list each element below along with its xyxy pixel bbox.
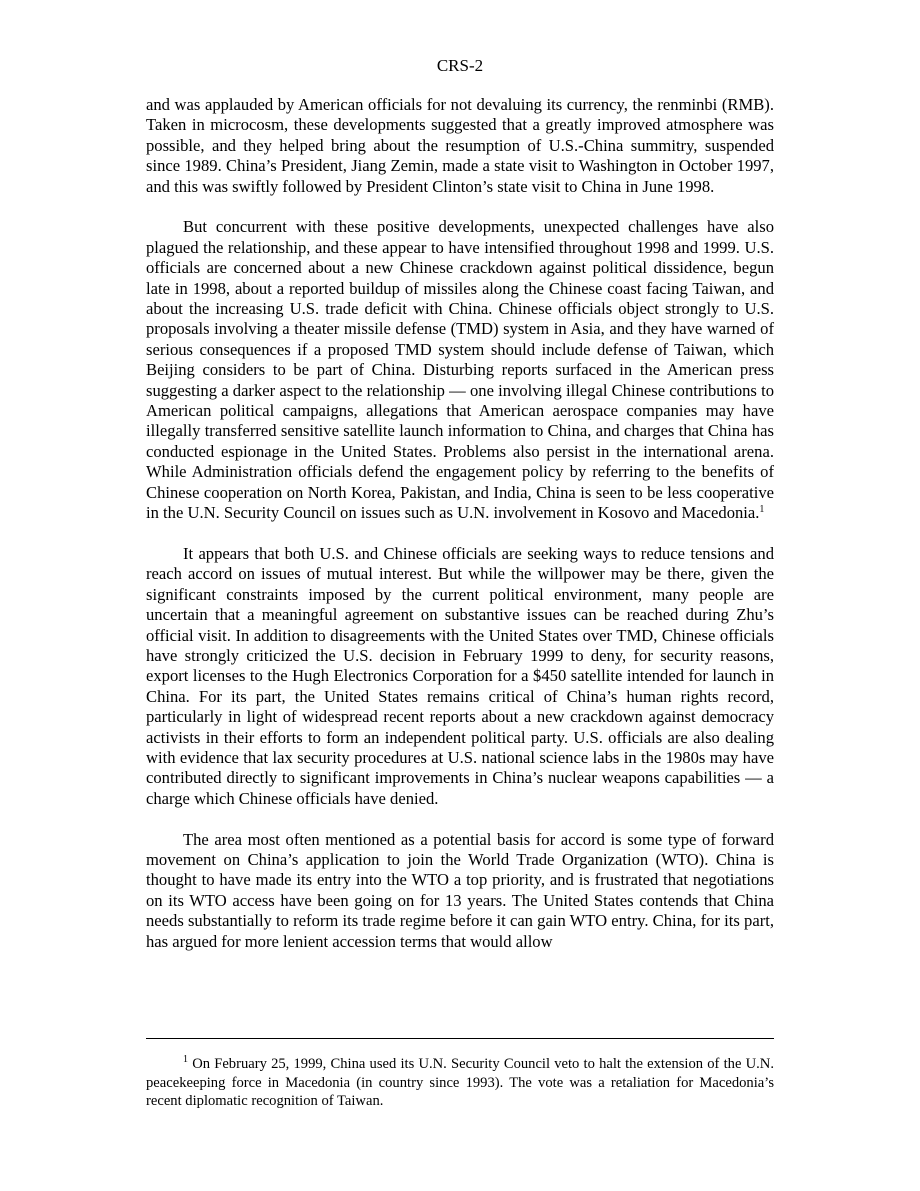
footnote-1-text: On February 25, 1999, China used its U.N. Security Council veto to halt the extension of the U.N. peacekeeping force in Macedonia (in country since 1993). The vote was a retaliation for Macedonia’s recent diplomatic recognition of Taiwan. <box>146 1056 774 1110</box>
body-paragraph-3: It appears that both U.S. and Chinese officials are seeking ways to reduce tensions and reach accord on issues of mutual interest. But while the willpower may be there, given the significant constraints imposed by the current political environment, many people are uncertain that a meaningful agreement on substantive issues can be reached during Zhu’s official visit. In addition to disagreements with the United States over TMD, Chinese officials have strongly criticized the U.S. decision in February 1999 to deny, for security reasons, export licenses to the Hugh Electronics Corporation for a $450 satellite intended for launch in China. For its part, the United States remains critical of China’s human rights record, particularly in light of widespread recent reports about a new crackdown against democracy activists in their efforts to form an independent political party. U.S. officials are also dealing with evidence that lax security procedures at U.S. national science labs in the 1980s may have contributed directly to significant improvements in China’s nuclear weapons capabilities — a charge which Chinese officials have denied. <box>146 543 774 808</box>
body-paragraph-2-text: But concurrent with these positive developments, unexpected challenges have also plagued the relationship, and these appear to have intensified throughout 1998 and 1999. U.S. officials are concerned about a new Chinese crackdown against political dissidence, begun late in 1998, about a reported buildup of missiles along the Chinese coast facing Taiwan, and about the increasing U.S. trade deficit with China. Chinese officials object strongly to U.S. proposals involving a theater missile defense (TMD) system in Asia, and they have warned of serious consequences if a proposed TMD system should include defense of Taiwan, which Beijing considers to be part of China. Disturbing reports surfaced in the American press suggesting a darker aspect to the relationship — one involving illegal Chinese contributions to American political campaigns, allegations that American aerospace companies may have illegally transferred sensitive satellite launch information to China, and charges that China has conducted espionage in the United States. Problems also persist in the international arena. While Administration officials defend the engagement policy by referring to the benefits of Chinese cooperation on North Korea, Pakistan, and India, China is seen to be less cooperative in the U.N. Security Council on issues such as U.N. involvement in Kosovo and Macedonia. <box>146 217 774 523</box>
footnotes-section <box>146 1055 774 1111</box>
footnote-marker: 1 <box>183 1054 188 1065</box>
footnote-1 <box>146 1055 774 1111</box>
body-paragraph-1: and was applauded by American officials for not devaluing its currency, the renminbi (RMB). Taken in microcosm, these developments suggested that a greatly improved atmosphere was possible, and they helped bring about the resumption of U.S.-China summitry, suspended since 1989. China’s President, Jiang Zemin, made a state visit to Washington in October 1997, and this was swiftly followed by President Clinton’s state visit to China in June 1998. <box>146 95 774 196</box>
footnote-separator <box>146 1038 774 1039</box>
document-body <box>146 95 774 952</box>
page-number-header: CRS-2 <box>436 56 484 75</box>
body-paragraph-4: The area most often mentioned as a potential basis for accord is some type of forward movement on China’s application to join the World Trade Organization (WTO). China is thought to have made its entry into the WTO a top priority, and is frustrated that negotiations on its WTO access have been going on for 13 years. The United States contends that China needs substantially to reform its trade regime before it can gain WTO entry. China, for its part, has argued for more lenient accession terms that would allow <box>146 829 774 951</box>
footnote-reference-1[interactable]: 1 <box>759 504 765 516</box>
body-paragraph-2 <box>146 217 774 523</box>
